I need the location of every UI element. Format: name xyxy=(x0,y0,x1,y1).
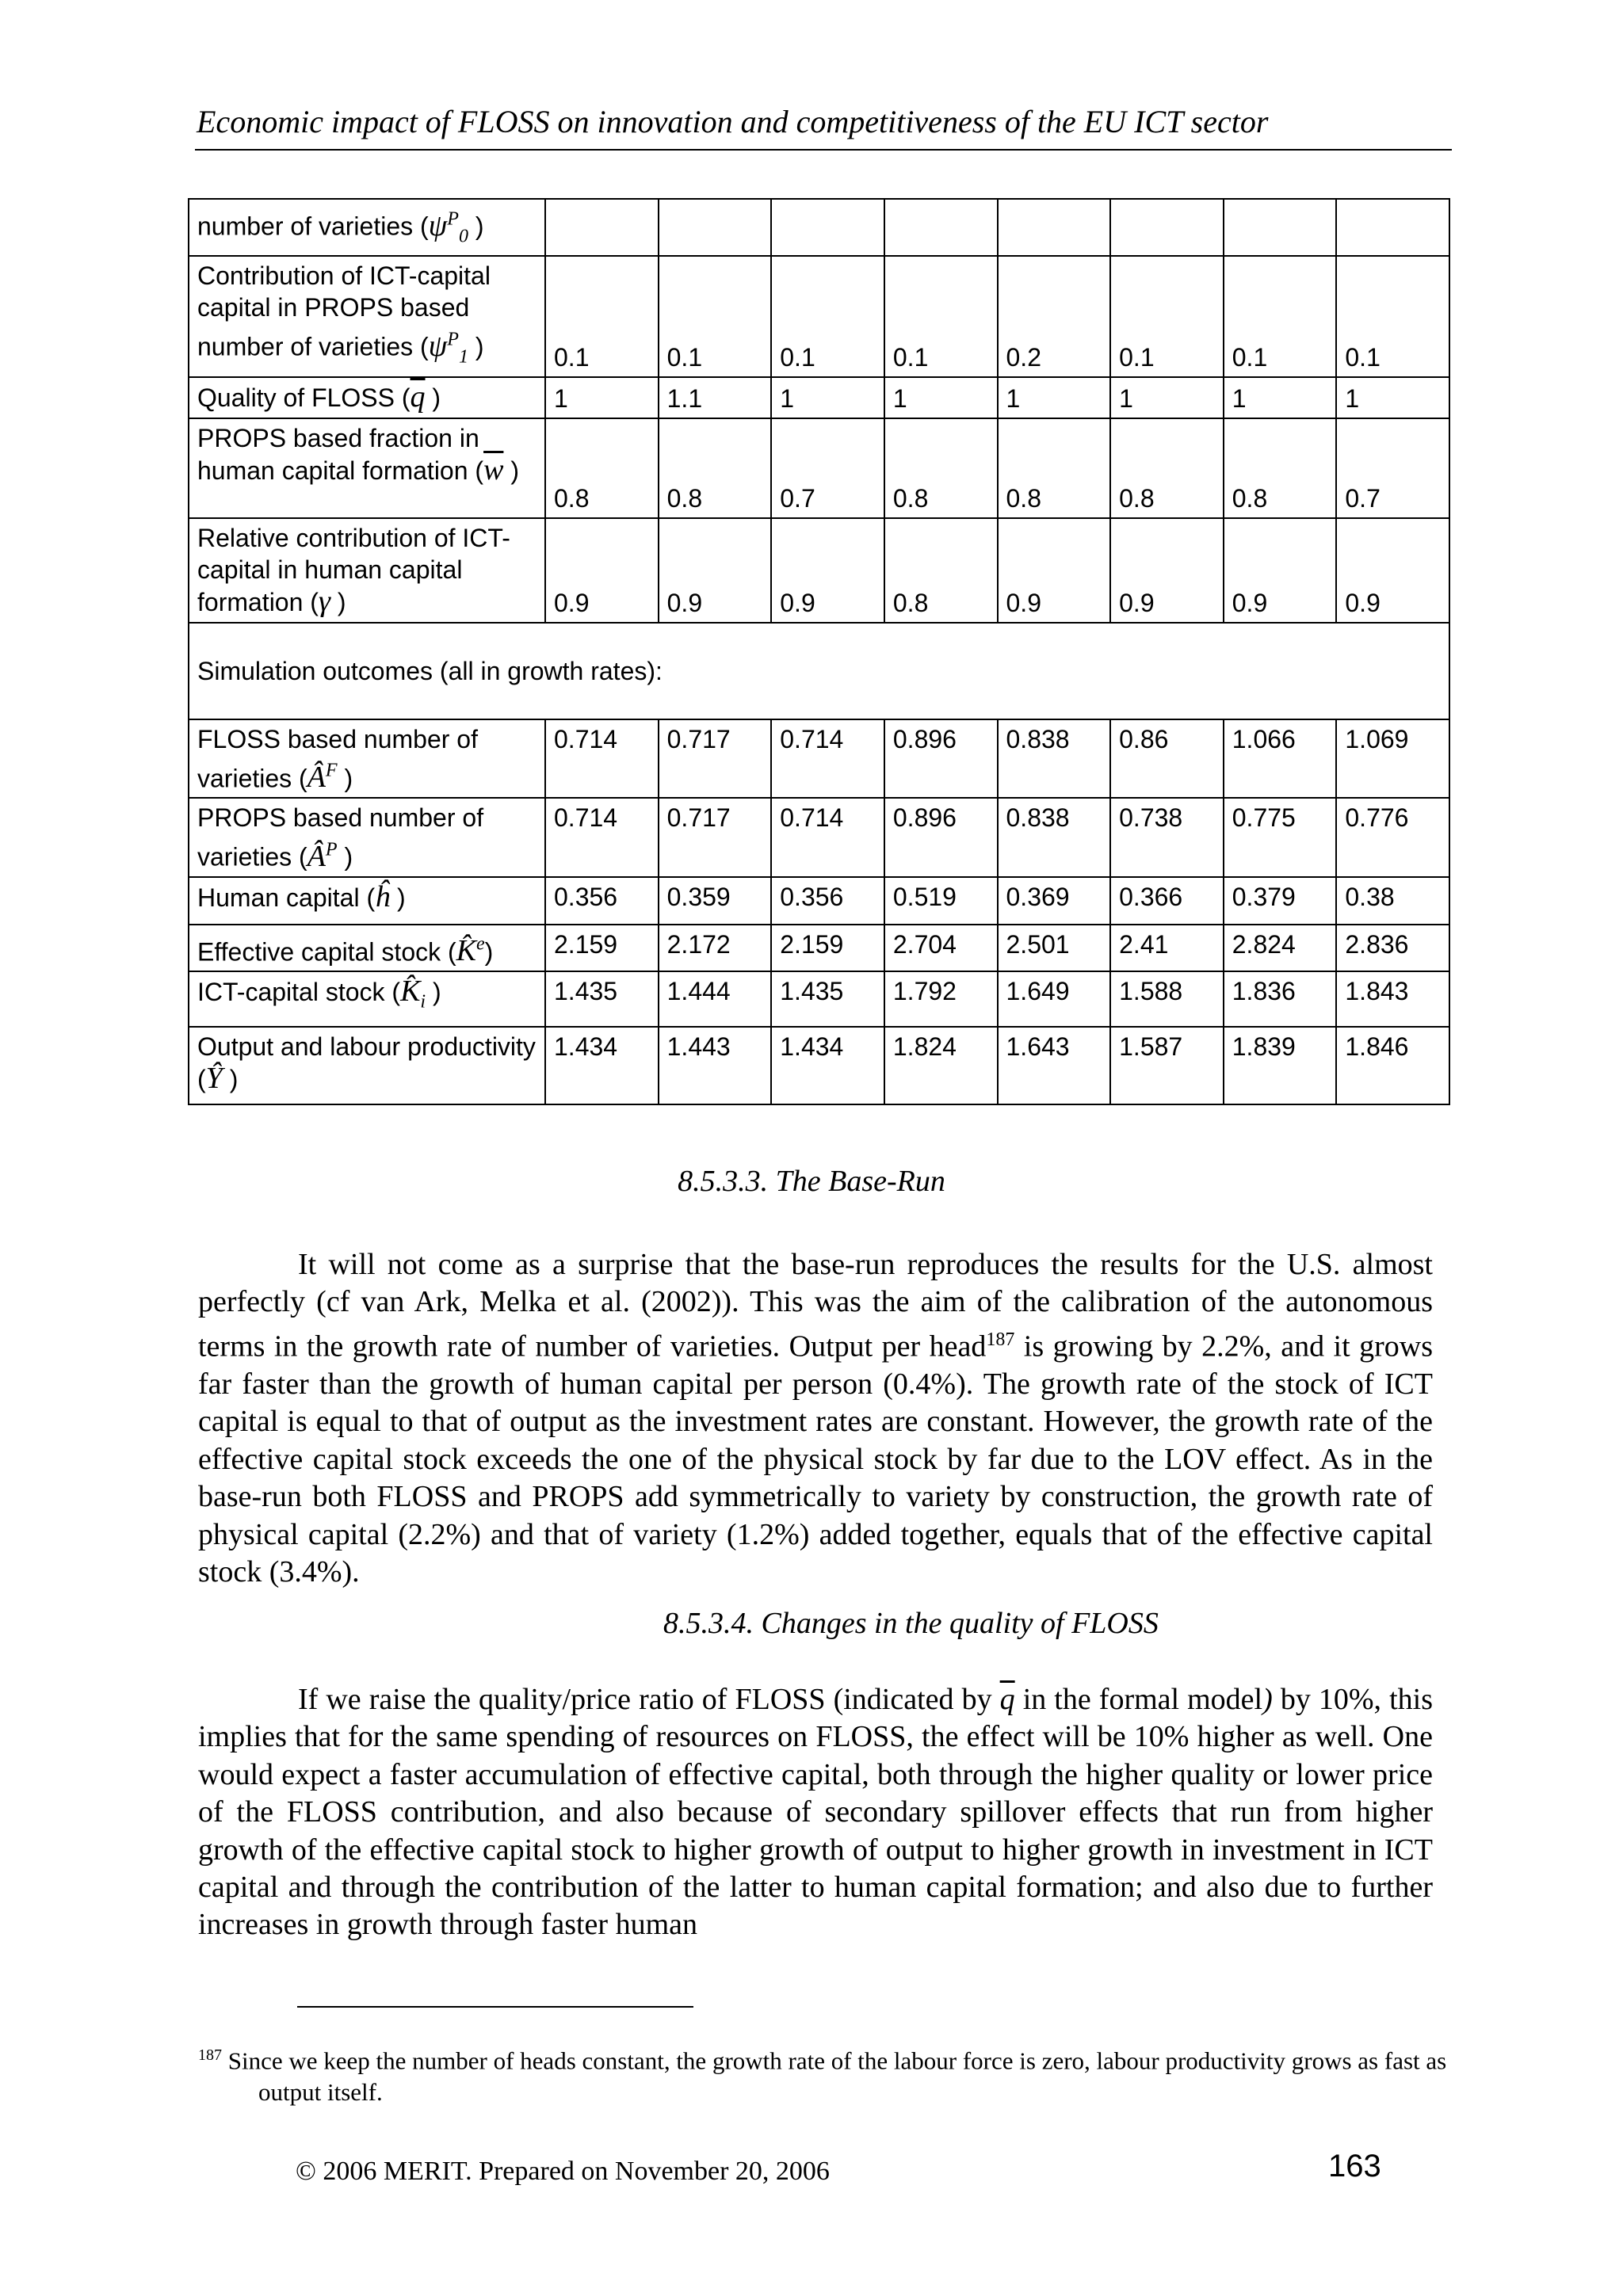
value-cell: 1.066 xyxy=(1224,719,1337,799)
value-cell: 0.714 xyxy=(545,798,659,877)
floss-quality-paragraph xyxy=(198,1681,1433,1944)
value-cell: 0.717 xyxy=(659,719,772,799)
symbol-superscript: P xyxy=(325,839,338,860)
row-label-close: ) xyxy=(484,937,494,967)
value-cell: 1.435 xyxy=(545,971,659,1027)
simulation-heading: Simulation outcomes (all in growth rates): xyxy=(189,623,1449,719)
row-label-cell xyxy=(189,925,545,972)
value-cell: 0.776 xyxy=(1336,798,1449,877)
value-cell: 0.1 xyxy=(1110,256,1224,376)
row-label-cell xyxy=(189,1027,545,1104)
outcome-rows xyxy=(189,719,1449,1105)
math-symbol xyxy=(483,453,503,486)
value-cell: 1.824 xyxy=(884,1027,998,1104)
outcome-row xyxy=(189,798,1449,877)
value-cell: 2.172 xyxy=(659,925,772,972)
value-cell: 2.704 xyxy=(884,925,998,972)
value-cell: 0.38 xyxy=(1336,877,1449,925)
symbol-superscript: e xyxy=(476,933,485,955)
value-cell: 1.434 xyxy=(545,1027,659,1104)
paragraph-text: is growing by 2.2%, and it grows far faster than the growth of human capital per person (0.4%). The growth rate of the stock of ICT capital is equal to that of output as the investment rates are constant. However, the growth rate of the effective capital stock exceeds the one of the physical stock by far due to the LOV effect. As in the base-run both FLOSS and PROPS add symmetrically to variety by construction, the growth rate of physical capital (2.2%) and that of variety (1.2%) added together, equals that of the effective capital stock (3.4%). xyxy=(198,1329,1433,1589)
outcome-row xyxy=(189,925,1449,972)
value-cell: 0.8 xyxy=(1224,418,1337,518)
paragraph-text: It will not come as a surprise that the base-run reproduces the results for the U.S. almost perfectly (cf van Ark, Melka et al. (2002)). This was the aim of the calibration of the autonomous terms in the growth rate of number of varieties. Output per head xyxy=(198,1248,1433,1363)
symbol-subscript: i xyxy=(420,992,426,1013)
symbol-base: Â xyxy=(307,761,326,795)
value-cell: 1.649 xyxy=(998,971,1111,1027)
row-label-close: ) xyxy=(330,587,346,616)
row-label: Effective capital stock ( xyxy=(197,937,456,967)
symbol-base: ψ xyxy=(428,329,448,363)
value-cell: 0.369 xyxy=(998,877,1111,925)
footnote-reference[interactable]: 187 xyxy=(986,1329,1015,1350)
value-cell: 0.7 xyxy=(1336,418,1449,518)
value-cell: 0.9 xyxy=(771,518,884,623)
value-cell: 0.9 xyxy=(1224,518,1337,623)
outcome-row xyxy=(189,877,1449,925)
value-cell: 1.434 xyxy=(771,1027,884,1104)
paragraph-text: If we raise the quality/price ratio of FLOSS (indicated by xyxy=(298,1683,1000,1716)
value-cell: 0.8 xyxy=(659,418,772,518)
value-cell: 1 xyxy=(1336,377,1449,418)
value-cell: 0.838 xyxy=(998,719,1111,799)
value-cell: 0.9 xyxy=(545,518,659,623)
value-cell: 1 xyxy=(771,377,884,418)
math-symbol xyxy=(400,974,426,1013)
symbol-base: $\overline{w}$ xyxy=(483,452,504,486)
row-label-close: ) xyxy=(468,332,484,361)
paragraph-text: in the formal model xyxy=(1014,1683,1263,1716)
row-label-cell xyxy=(189,798,545,877)
value-cell: 2.159 xyxy=(771,925,884,972)
symbol-base: Ŷ xyxy=(205,1062,223,1096)
value-cell: 0.896 xyxy=(884,798,998,877)
row-label-close: ) xyxy=(337,842,353,871)
header-rule xyxy=(195,149,1452,151)
value-cell xyxy=(771,199,884,256)
value-cell: 0.714 xyxy=(545,719,659,799)
math-symbol xyxy=(319,585,330,618)
value-cell: 0.8 xyxy=(884,518,998,623)
value-cell: 1.643 xyxy=(998,1027,1111,1104)
running-header: Economic impact of FLOSS on innovation and competitiveness of the EU ICT sector xyxy=(197,104,1269,139)
value-cell xyxy=(545,199,659,256)
value-cell: 2.501 xyxy=(998,925,1111,972)
footer-copyright: © 2006 MERIT. Prepared on November 20, 2006 xyxy=(296,2157,830,2186)
value-cell: 0.9 xyxy=(659,518,772,623)
value-cell xyxy=(659,199,772,256)
value-cell: 0.717 xyxy=(659,798,772,877)
row-label: PROPS based fraction in human capital formation ( xyxy=(197,423,484,485)
value-cell: 1.435 xyxy=(771,971,884,1027)
value-cell: 0.7 xyxy=(771,418,884,518)
footnote-number: 187 xyxy=(198,2046,222,2064)
value-cell: 0.8 xyxy=(884,418,998,518)
value-cell: 0.838 xyxy=(998,798,1111,877)
value-cell: 1.069 xyxy=(1336,719,1449,799)
simulation-heading-row xyxy=(189,623,1449,719)
value-cell: 1 xyxy=(545,377,659,418)
row-label: Output and labour productivity ( xyxy=(197,1032,536,1094)
row-label-close: ) xyxy=(425,383,441,412)
value-cell: 0.1 xyxy=(1336,256,1449,376)
parameter-row xyxy=(189,256,1449,376)
parameter-row xyxy=(189,518,1449,623)
value-cell: 0.2 xyxy=(998,256,1111,376)
row-label: ICT-capital stock ( xyxy=(197,978,401,1007)
value-cell: 1 xyxy=(1110,377,1224,418)
footnote-187 xyxy=(198,2039,1503,2108)
row-label: Contribution of ICT-capital capital in PROPS based number of varieties ( xyxy=(197,261,491,361)
math-symbol xyxy=(307,761,338,794)
value-cell: 0.1 xyxy=(545,256,659,376)
q-bar-symbol: $\overline{q}$ xyxy=(999,1683,1015,1716)
value-cell: 1.588 xyxy=(1110,971,1224,1027)
value-cell: 0.359 xyxy=(659,877,772,925)
value-cell: 0.9 xyxy=(1336,518,1449,623)
value-cell: 0.379 xyxy=(1224,877,1337,925)
row-label-close: ) xyxy=(390,883,406,912)
row-label-close: ) xyxy=(426,978,441,1007)
value-cell: 1 xyxy=(1224,377,1337,418)
value-cell: 0.8 xyxy=(998,418,1111,518)
value-cell: 0.9 xyxy=(998,518,1111,623)
value-cell: 1 xyxy=(884,377,998,418)
value-cell xyxy=(1110,199,1224,256)
footnote-text: Since we keep the number of heads constant, the growth rate of the labour force is zero, labour productivity grows as fast as output itself. xyxy=(222,2046,1447,2107)
value-cell xyxy=(1224,199,1337,256)
outcome-row xyxy=(189,971,1449,1027)
row-label-cell xyxy=(189,971,545,1027)
parameter-rows xyxy=(189,199,1449,623)
value-cell: 0.356 xyxy=(771,877,884,925)
row-label-cell xyxy=(189,256,545,376)
value-cell: 2.41 xyxy=(1110,925,1224,972)
row-label: PROPS based number of varieties ( xyxy=(197,803,484,871)
value-cell: 1.587 xyxy=(1110,1027,1224,1104)
value-cell xyxy=(998,199,1111,256)
section-heading-floss-quality: 8.5.3.4. Changes in the quality of FLOSS xyxy=(663,1607,1159,1640)
row-label-cell xyxy=(189,199,545,256)
section-heading-base-run: 8.5.3.3. The Base-Run xyxy=(678,1165,945,1198)
value-cell: 0.8 xyxy=(545,418,659,518)
row-label: Human capital ( xyxy=(197,883,376,912)
symbol-superscript: P xyxy=(447,208,459,229)
row-label: Relative contribution of ICT-capital in human capital formation ( xyxy=(197,523,510,616)
value-cell: 0.1 xyxy=(659,256,772,376)
row-label: Quality of FLOSS ( xyxy=(197,383,411,412)
row-label-cell xyxy=(189,418,545,518)
symbol-base: ĥ xyxy=(375,879,391,913)
value-cell: 1 xyxy=(998,377,1111,418)
paragraph-text: by 10%, this implies that for the same spending of resources on FLOSS, the effect will be 10% higher as well. One would expect a faster accumulation of effective capital, both through the higher quality or lower price of the FLOSS contribution, and also because of secondary spillover effects that run from higher growth of the effective capital stock to higher growth of output to higher growth in investment in ICT capital and through the contribution of the latter to human capital formation; and also due to further increases in growth through faster human xyxy=(198,1683,1434,1942)
value-cell: 1.846 xyxy=(1336,1027,1449,1104)
row-label-close: ) xyxy=(222,1065,239,1094)
value-cell: 0.775 xyxy=(1224,798,1337,877)
symbol-superscript: F xyxy=(325,760,338,781)
symbol-base: K̂ xyxy=(400,974,421,1009)
value-cell: 0.714 xyxy=(771,798,884,877)
outcome-row xyxy=(189,1027,1449,1104)
footnote-separator xyxy=(297,2006,693,2008)
row-label: number of varieties ( xyxy=(197,212,429,241)
outcome-row xyxy=(189,719,1449,799)
row-label-cell xyxy=(189,377,545,418)
value-cell: 1.839 xyxy=(1224,1027,1337,1104)
value-cell: 0.86 xyxy=(1110,719,1224,799)
value-cell xyxy=(884,199,998,256)
symbol-subscript: 0 xyxy=(458,226,468,247)
value-cell: 0.1 xyxy=(884,256,998,376)
value-cell: 1.792 xyxy=(884,971,998,1027)
value-cell: 2.159 xyxy=(545,925,659,972)
row-label-cell xyxy=(189,877,545,925)
value-cell: 0.356 xyxy=(545,877,659,925)
value-cell: 1.444 xyxy=(659,971,772,1027)
value-cell: 0.896 xyxy=(884,719,998,799)
row-label-close: ) xyxy=(503,456,519,485)
symbol-base: γ xyxy=(318,584,330,618)
value-cell: 1.1 xyxy=(659,377,772,418)
math-symbol xyxy=(428,329,468,368)
value-cell: 0.714 xyxy=(771,719,884,799)
value-cell: 0.9 xyxy=(1110,518,1224,623)
math-symbol xyxy=(307,840,338,873)
math-symbol xyxy=(206,1062,223,1095)
math-symbol xyxy=(456,934,485,967)
value-cell: 0.1 xyxy=(771,256,884,376)
math-symbol xyxy=(375,880,390,913)
parameter-row xyxy=(189,377,1449,418)
value-cell: 0.366 xyxy=(1110,877,1224,925)
value-cell: 2.836 xyxy=(1336,925,1449,972)
symbol-base: Â xyxy=(307,839,326,873)
value-cell: 0.519 xyxy=(884,877,998,925)
row-label-close: ) xyxy=(468,212,484,241)
value-cell: 1.843 xyxy=(1336,971,1449,1027)
value-cell: 2.824 xyxy=(1224,925,1337,972)
value-cell: 1.836 xyxy=(1224,971,1337,1027)
value-cell: 1.443 xyxy=(659,1027,772,1104)
symbol-base: K̂ xyxy=(456,934,477,968)
symbol-base: $\overline{q}$ xyxy=(410,379,426,414)
symbol-superscript: P xyxy=(447,329,459,350)
row-label-cell xyxy=(189,518,545,623)
symbol-subscript: 1 xyxy=(458,346,468,368)
value-cell: 0.1 xyxy=(1224,256,1337,376)
parameter-row xyxy=(189,199,1449,256)
page-number: 163 xyxy=(1328,2149,1381,2183)
paragraph-italic-paren: ) xyxy=(1262,1683,1273,1716)
value-cell: 0.8 xyxy=(1110,418,1224,518)
value-cell: 0.738 xyxy=(1110,798,1224,877)
value-cell xyxy=(1336,199,1449,256)
base-run-paragraph xyxy=(198,1246,1433,1591)
math-symbol xyxy=(411,380,426,414)
row-label-cell xyxy=(189,719,545,799)
math-symbol xyxy=(428,208,468,247)
symbol-base: ψ xyxy=(428,208,448,242)
row-label-close: ) xyxy=(337,764,353,793)
simulation-results-table xyxy=(188,198,1450,1105)
parameter-row xyxy=(189,418,1449,518)
row-label: FLOSS based number of varieties ( xyxy=(197,724,478,793)
